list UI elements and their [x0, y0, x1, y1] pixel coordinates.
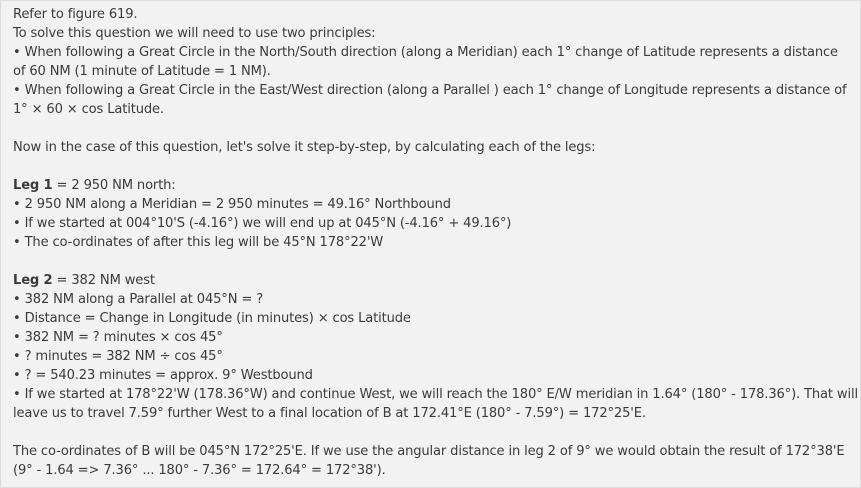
leg-2-label: Leg 2: [13, 273, 53, 288]
principle-2-line-2: 1° × 60 × cos Latitude.: [13, 102, 164, 117]
leg-2-item: • 382 NM along a Parallel at 045°N = ?: [13, 292, 263, 307]
principle-1-line-1: • When following a Great Circle in the North/South direction (along a Meridian) each 1° change of Latitude represents a distance: [13, 45, 838, 60]
leg-2-item: • If we started at 178°22'W (178.36°W) and continue West, we will reach the 180° E/W meridian in 1.64° (180° - 178.36°). That will: [13, 387, 858, 402]
leg-1-item: • 2 950 NM along a Meridian = 2 950 minutes = 49.16° Northbound: [13, 197, 451, 212]
conclusion-line-1: The co-ordinates of B will be 045°N 172°25'E. If we use the angular distance in leg 2 of 9° we would obtain the result of 172°38'E: [13, 444, 845, 459]
leg-2-item: leave us to travel 7.59° further West to a final location of B at 172.41°E (180° - 7.59°) = 172°25'E.: [13, 406, 646, 421]
spacer: [13, 423, 855, 442]
leg-1-heading: [13, 176, 855, 195]
leg-1-heading-rest: = 2 950 NM north:: [52, 178, 176, 193]
leg-2-item: • ? minutes = 382 NM ÷ cos 45°: [13, 349, 223, 364]
spacer: [13, 252, 855, 271]
leg-1-item: • The co-ordinates of after this leg will be 45°N 178°22'W: [13, 235, 384, 250]
leg-2-item: • 382 NM = ? minutes × cos 45°: [13, 330, 223, 345]
principle-2-line-1: • When following a Great Circle in the East/West direction (along a Parallel ) each 1° change of Longitude represents a distance of: [13, 83, 847, 98]
leg-2-heading: [13, 271, 855, 290]
leg-2-item: • ? = 540.23 minutes = approx. 9° Westbound: [13, 368, 313, 383]
leg-1-label: Leg 1: [13, 178, 53, 193]
leg-1-item: • If we started at 004°10'S (-4.16°) we will end up at 045°N (-4.16° + 49.16°): [13, 216, 512, 231]
leg-2-heading-rest: = 382 NM west: [52, 273, 155, 288]
principle-1-line-2: of 60 NM (1 minute of Latitude = 1 NM).: [13, 64, 271, 79]
explanation-text: [13, 5, 858, 480]
approach-text: Now in the case of this question, let's solve it step-by-step, by calculating each of the legs:: [13, 140, 596, 155]
spacer: [13, 119, 855, 138]
leg-2-item: • Distance = Change in Longitude (in minutes) × cos Latitude: [13, 311, 411, 326]
conclusion-line-2: (9° - 1.64 => 7.36° ... 180° - 7.36° = 172.64° = 172°38').: [13, 463, 386, 478]
principles-intro: To solve this question we will need to use two principles:: [13, 26, 376, 41]
figure-reference: Refer to figure 619.: [13, 7, 138, 22]
spacer: [13, 157, 855, 176]
